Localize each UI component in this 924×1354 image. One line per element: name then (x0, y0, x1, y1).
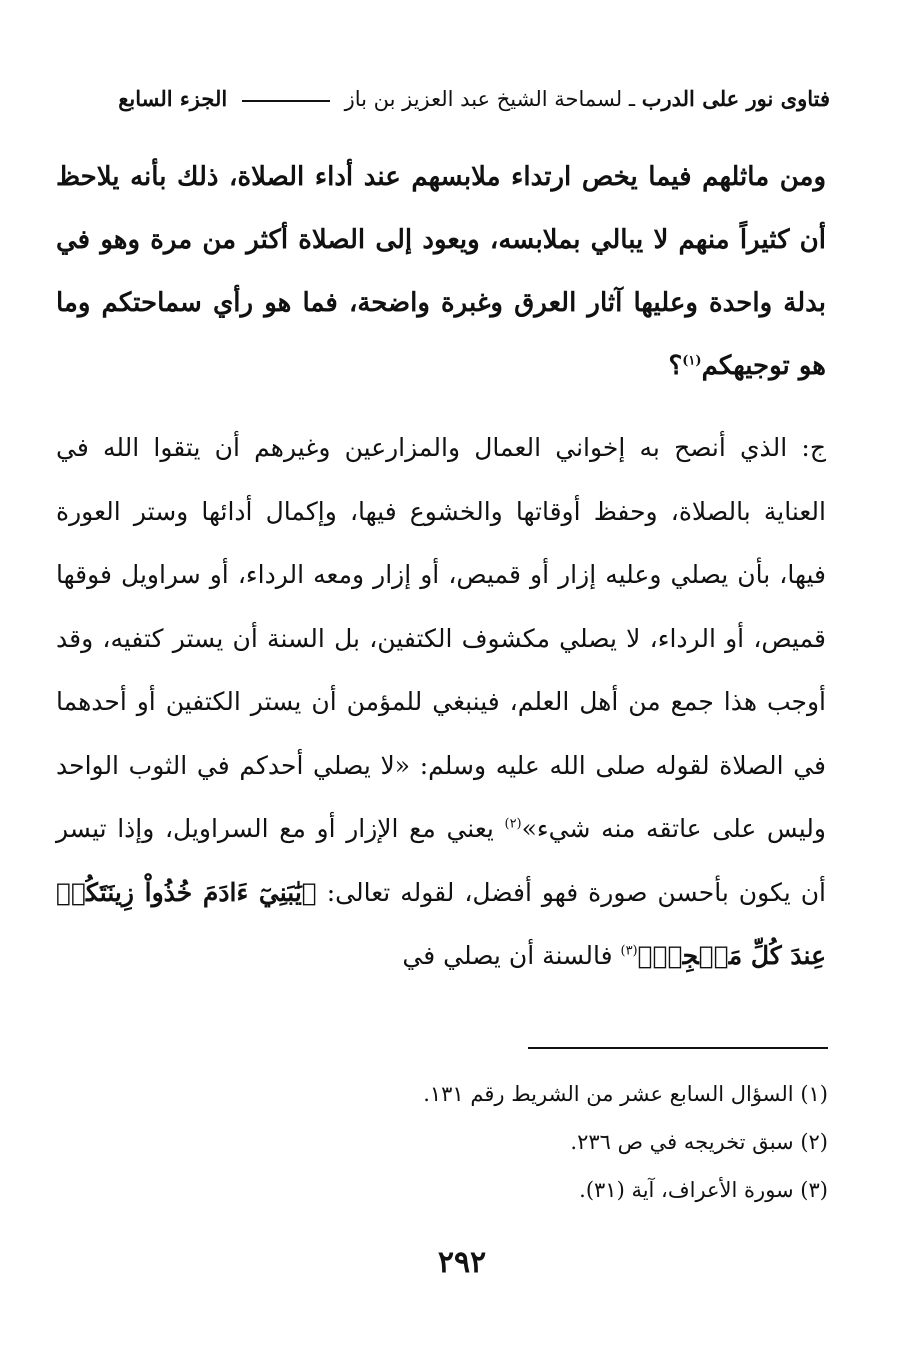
footnote-ref-2: (٢) (504, 816, 522, 832)
footnotes (300, 1070, 828, 1214)
book-title: فتاوى نور على الدرب (641, 86, 830, 111)
question-text: ومن ماثلهم فيما يخص ارتداء ملابسهم عند أداء الصلاة، ذلك بأنه يلاحظ أن كثيراً منهم لا يبالي بملابسه، ويعود إلى الصلاة أكثر من مرة وهو في بدلة واحدة وعليها آثار العرق وغبرة واضحة، فما هو رأي سماحتكم وما هو توجيهكم (56, 162, 826, 381)
answer-text-1: ج: الذي أنصح به إخواني العمال والمزارعين وغيرهم أن يتقوا الله في العناية بالصلاة، وحفظ أوقاتها والخشوع فيها، وإكمال أدائها وستر العورة فيها، بأن يصلي وعليه إزار أو قميص، أو إزار ومعه الرداء، أو سراويل فوقها قميص، أو الرداء، لا يصلي مكشوف الكتفين، بل السنة أن يستر كتفيه، وقد أوجب هذا جمع من أهل العلم، فينبغي للمؤمن أن يستر الكتفين أو أحدهما في الصلاة لقوله صلى الله عليه وسلم: «لا يصلي أحدكم في الثوب الواحد وليس على عاتقه منه شيء» (56, 433, 826, 843)
quran-verse: ﴿يَٰبَنِيٓ ءَادَمَ خُذُواْ زِينَتَكُمۡ عِندَ كُلِّ مَسۡجِدٖ﴾ (56, 877, 826, 970)
footnote-3: (٣) سورة الأعراف، آية (٣١). (579, 1178, 828, 1202)
answer-text-2: يعني مع الإزار أو مع السراويل، وإذا تيسر أن يكون بأحسن صورة فهو أفضل، لقوله تعالى: (56, 814, 826, 907)
running-header (60, 84, 830, 114)
answer-text-3: فالسنة أن يصلي في (402, 941, 621, 970)
page-number: ٢٩٢ (437, 1245, 487, 1280)
footnote-2: (٢) سبق تخريجه في ص ٢٣٦. (570, 1130, 828, 1154)
question-mark: ؟ (668, 351, 683, 381)
header-rule (242, 100, 330, 102)
footnote-ref-3: (٣) (620, 943, 638, 959)
footnote-ref-1: (١) (682, 353, 702, 369)
volume-label: الجزء السابع (118, 86, 228, 111)
footnote-1: (١) السؤال السابع عشر من الشريط رقم ١٣١. (423, 1082, 828, 1106)
question-paragraph (56, 146, 826, 398)
footnote-separator (528, 1047, 828, 1049)
author-line: ـ لسماحة الشيخ عبد العزيز بن باز (344, 87, 636, 111)
answer-paragraph (56, 416, 826, 988)
